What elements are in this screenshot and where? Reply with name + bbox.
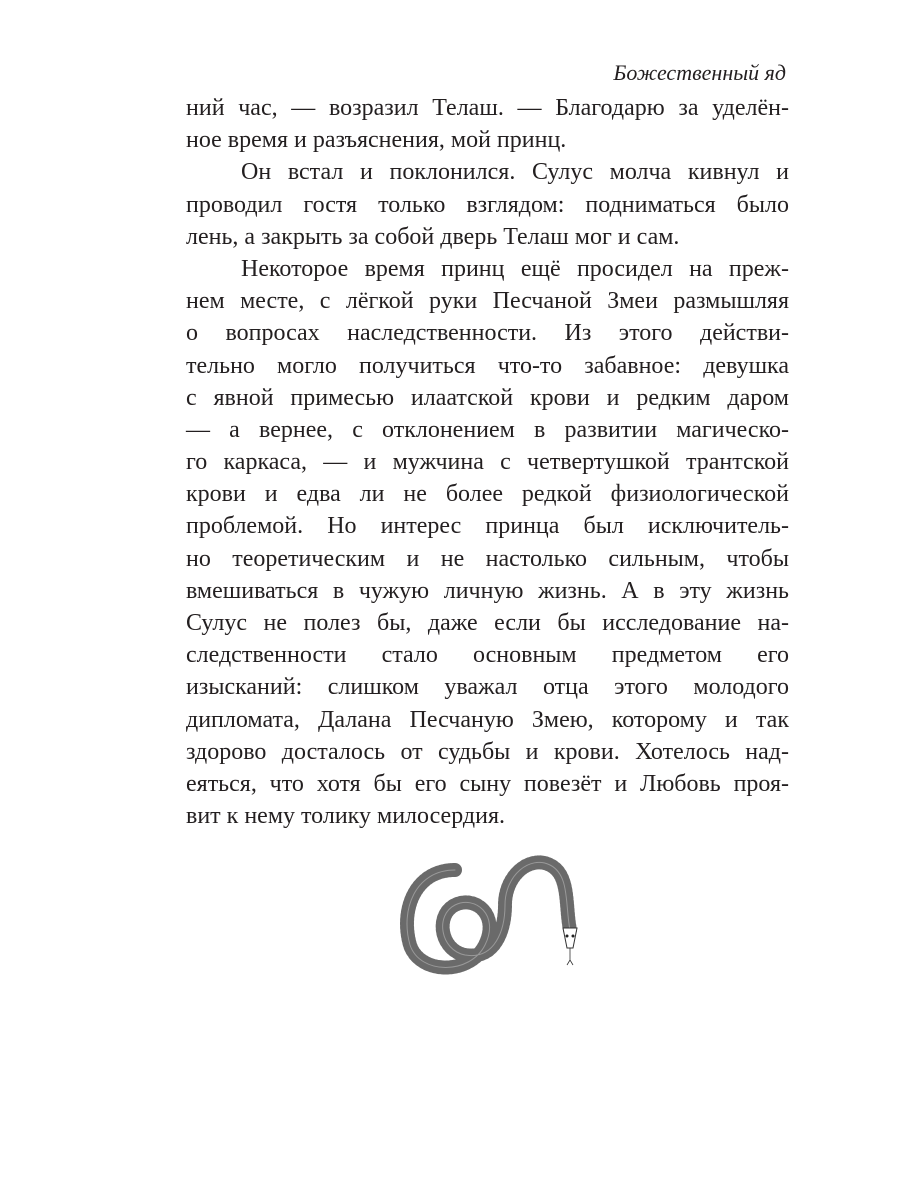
text-line: вмешиваться в чужую личную жизнь. А в эту жизнь — [186, 577, 789, 604]
text-line: проблемой. Но интерес принца был исключитель- — [186, 513, 789, 540]
text-line: о вопросах наследственности. Из этого действи- — [186, 320, 789, 347]
snake-ornament-icon — [395, 850, 595, 980]
text-line: следственности стало основным предметом его — [186, 642, 789, 669]
running-header: Божественный яд — [613, 60, 786, 85]
text-line: нем месте, с лёгкой руки Песчаной Змеи размышляя — [186, 288, 789, 315]
text-line: но теоретическим и не настолько сильным, чтобы — [186, 545, 789, 572]
text-line: вит к нему толику милосердия. — [186, 803, 505, 830]
text-line: тельно могло получиться что-то забавное: девушка — [186, 352, 789, 379]
text-line: здорово досталось от судьбы и крови. Хотелось над- — [186, 738, 789, 765]
text-line: еяться, что хотя бы его сыну повезёт и Любовь проя- — [186, 770, 789, 797]
body-text — [186, 92, 789, 832]
text-line: ное время и разъяснения, мой принц. — [186, 127, 567, 154]
text-line: — а вернее, с отклонением в развитии магическо- — [186, 416, 789, 443]
text-line: лень, а закрыть за собой дверь Телаш мог и сам. — [186, 223, 680, 250]
text-line: го каркаса, — и мужчина с четвертушкой трантской — [186, 449, 789, 476]
text-line: Некоторое время принц ещё просидел на преж- — [241, 255, 789, 282]
text-line: Он встал и поклонился. Сулус молча кивнул и — [241, 159, 789, 186]
text-line: ний час, — возразил Телаш. — Благодарю за уделён- — [186, 95, 789, 121]
text-line: изысканий: слишком уважал отца этого молодого — [186, 674, 789, 701]
text-line: Сулус не полез бы, даже если бы исследование на- — [186, 610, 789, 636]
text-line: дипломата, Далана Песчаную Змею, которому и так — [186, 706, 789, 733]
text-line: с явной примесью илаатской крови и редким даром — [186, 384, 789, 411]
text-line: крови и едва ли не более редкой физиологической — [186, 481, 789, 508]
text-line: проводил гостя только взглядом: подниматься было — [186, 191, 789, 218]
